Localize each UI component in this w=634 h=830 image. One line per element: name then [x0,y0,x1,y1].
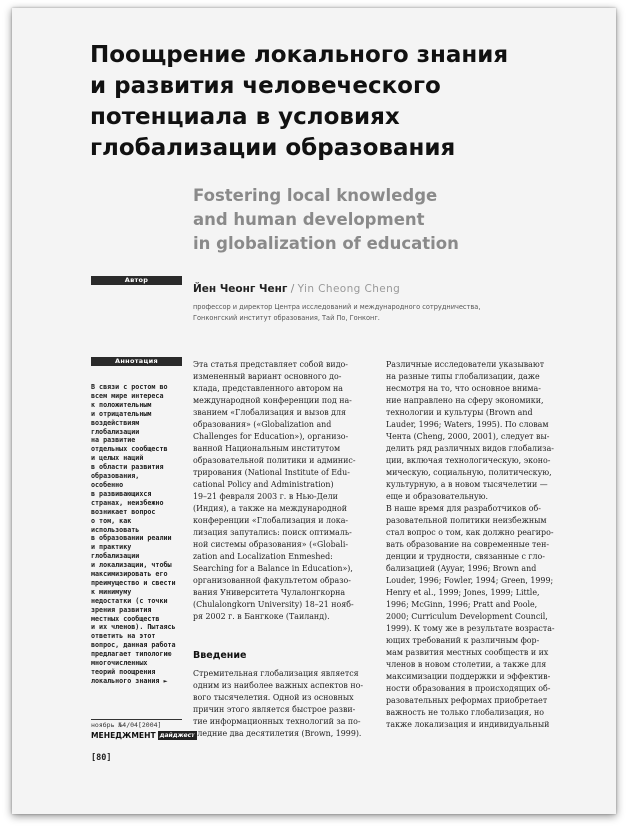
text-line: локального знания ► [91,676,168,685]
abstract-label: Аннотация [91,357,182,366]
text-line: (Индия), а также на международной [193,504,347,513]
text-line: еще и образовательную. [386,492,489,501]
text-line: многочисленных [91,659,148,668]
text-line: в развивающихся [91,489,152,498]
text-line: странах, неизбежно [91,498,164,507]
text-line: преимущество и свести [91,578,176,587]
text-line: и целых наций [91,454,144,463]
text-line: следние два десятилетия (Brown, 1999). [193,729,362,738]
text-line: возникает вопрос [91,507,156,516]
text-line: денции и трудности, связанные с гло- [386,552,545,561]
text-line: одним из наиболее важных аспектов но- [193,681,364,690]
body-column-1 [193,359,373,623]
text-line: Henry et al., 1999; Jones, 1999; Little, [386,588,540,597]
text-line: Эта статья представляет собой видо- [193,360,348,369]
text-line: 1999). К тому же в результате возраста- [386,624,555,633]
text-line: важность не только глобализация, но [386,708,545,717]
subtitle-line: in globalization of education [193,234,459,253]
text-line: Louder, 1996; Fowler, 1994; Green, 1999; [386,576,554,585]
text-line: в образовании реалии [91,534,172,543]
author-name-en: Yin Cheong Cheng [297,283,401,295]
text-line: ции, включая технологическую, эконо- [386,456,551,465]
article-title-ru [90,40,560,164]
page-number: [80] [91,753,112,763]
text-line: cational Policy and Administration) [193,480,334,489]
title-line: Поощрение локального знания [90,42,509,68]
text-line: zation and Localization Enmeshed: [193,552,333,561]
text-line: 19–21 февраля 2003 г. в Нью-Дели [193,492,338,501]
text-line: тие информационных технологий за по- [193,717,361,726]
author-label: Автор [91,276,182,285]
text-line: вопрос, данная работа [91,641,176,650]
text-line: бализацией (Ayyar, 1996; Brown and [386,564,537,573]
text-line: глобализации [91,427,140,436]
text-line: лизация запутались: поиск оптималь- [193,528,352,537]
author-line [193,283,400,295]
text-line: и их членов). Пытаясь [91,623,176,632]
text-line: использовать [91,525,140,534]
text-line: на развитие [91,436,136,445]
text-line: глобализации [91,552,140,561]
text-line: отдельных сообществ [91,445,168,454]
text-line: делить ряд различных видов глобализа- [386,444,554,453]
text-line: культурную, а в новом тысячелетии — [386,480,548,489]
text-line: членов в новом столетии, а также для [386,660,547,669]
text-line: стал вопрос о том, как должно реагиро- [386,528,554,537]
text-line: теорий поощрения [91,668,156,676]
text-line: на разные типы глобализации, даже [386,372,540,381]
text-line: и отрицательным [91,409,152,418]
text-line: В наше время для разработчиков об- [386,504,541,513]
author-separator: / [287,283,298,295]
text-line: технологии и культуры (Brown and [386,408,533,417]
text-line: вать образование на современные тен- [386,540,550,549]
text-line: образования» («Globalization and [193,420,332,429]
text-line: о том, как [91,516,132,525]
text-line: также локализация и индивидуальный [386,720,550,729]
text-line: организованной факультетом образо- [193,576,351,585]
magazine-logo [91,730,195,741]
title-line: потенциала в условиях [90,104,400,130]
text-line: недостатки (с точки [91,596,168,605]
magazine-page [12,8,616,814]
text-line: Стремительная глобализация является [193,669,359,678]
text-line: трирования (National Institute of Edu- [193,468,350,477]
abstract-text [91,383,191,686]
text-line: Searching for a Balance in Education»), [193,564,353,573]
text-line: и локализации, чтобы [91,561,172,570]
text-line: воздействиям [91,418,140,427]
text-line: причин этого является быстрое разви- [193,705,356,714]
text-line: и практику [91,543,132,552]
author-name-ru: Йен Чеонг Ченг [193,283,288,295]
body-column-2 [386,359,564,731]
text-line: местных сообществ [91,614,160,623]
subtitle-line: and human development [193,210,425,229]
text-line: 2000; Curriculum Development Council, [386,612,548,621]
text-line: всем мире интереса [91,391,164,400]
text-line: клада, представленного автором на [193,384,344,393]
text-line: ответить на этот [91,632,156,641]
section-heading: Введение [193,650,247,661]
text-line: В связи с ростом во [91,383,168,391]
text-line: особенно [91,480,124,489]
text-line: ние направлено на сферу экономики, [386,396,544,405]
text-line: Lauder, 1996; Waters, 1995). По словам [386,420,549,429]
text-line: образовательной политики и админис- [193,456,356,465]
issue-number: ноябрь №4/04[2004] [91,719,182,729]
title-line: глобализации образования [90,135,456,161]
text-line: ванной Национальным институтом [193,444,341,453]
article-title-en [193,184,593,256]
text-line: ющих требований к различным фор- [386,636,540,645]
text-line: конференции «Глобализация и лока- [193,516,349,525]
magazine-suffix: дайджест [159,732,195,739]
text-line: ной системы образования» («Globali- [193,540,349,549]
text-line: званием «Глобализация и вызов для [193,408,346,417]
author-affiliation [193,302,533,324]
text-line: мическую, социальную, политическую, [386,468,552,477]
magazine-name: МЕНЕДЖМЕНТ [91,731,156,740]
text-line: максимизации поддержки и эффектив- [386,672,551,681]
subtitle-line: Fostering local knowledge [193,186,438,205]
affiliation-line: Гонконгский институт образования, Тай По, Гонконг. [193,314,380,322]
text-line: образования, [91,472,140,481]
text-line: разовательной политики неизбежным [386,516,547,525]
text-line: максимизировать его [91,570,168,579]
text-line: (Chulalongkorn University) 18–21 нояб- [193,600,354,609]
text-line: мам развития местных сообществ и их [386,648,549,657]
text-line: зрения развития [91,605,152,614]
text-line: Различные исследователи указывают [386,360,545,369]
text-line: Чента (Cheng, 2000, 2001), следует вы- [386,432,550,441]
text-line: международной конференции под на- [193,396,352,405]
title-line: и развития человеческого [90,73,441,99]
text-line: к минимуму [91,587,132,596]
text-line: ря 2002 г. в Бангкоке (Таиланд). [193,612,330,621]
text-line: к положительным [91,400,152,409]
text-line: измененный вариант основного до- [193,372,342,381]
text-line: Challenges for Education»), организо- [193,432,349,441]
text-line: предлагает типологию [91,650,172,659]
text-line: разовательных реформах приобретает [386,696,548,705]
text-line: несмотря на то, что основное внима- [386,384,541,393]
text-line: 1996; McGinn, 1996; Pratt and Poole, [386,600,538,609]
body-column-1-intro [193,668,373,740]
text-line: вого тысячелетия. Одной из основных [193,693,354,702]
text-line: вания Университета Чулалонгкорна [193,588,346,597]
text-line: ности образования в происходящих об- [386,684,551,693]
affiliation-line: профессор и директор Центра исследований и международного сотрудничества, [193,303,481,311]
text-line: в области развития [91,463,164,472]
